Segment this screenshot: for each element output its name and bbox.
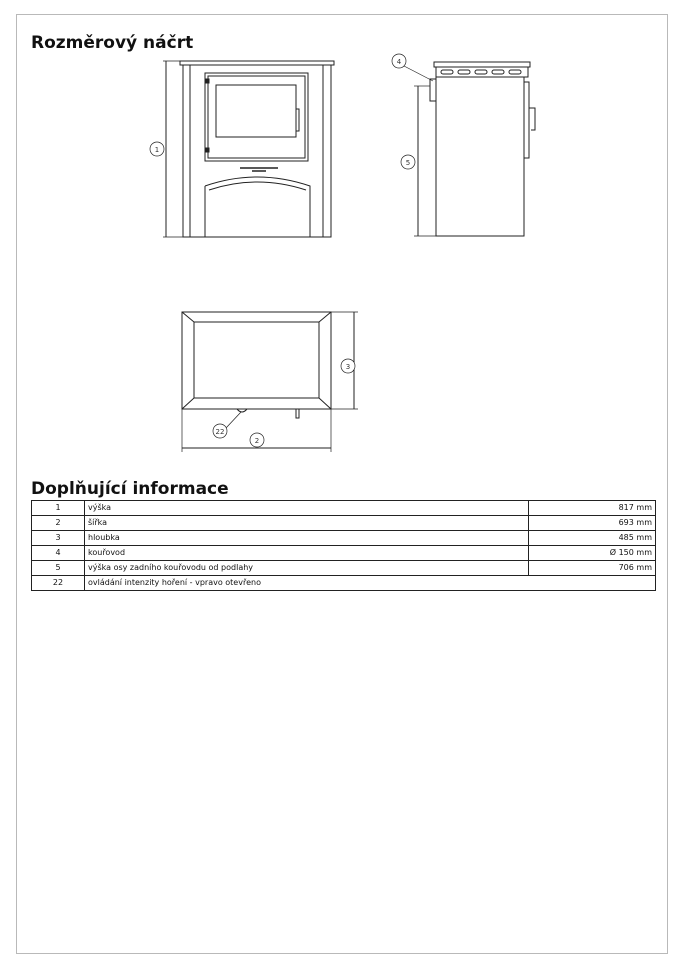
flue-marker: 4 [396,58,402,66]
row-description: šířka [85,516,529,531]
row-number: 2 [32,516,85,531]
row-value: 817 mm [529,501,656,516]
side-view [392,54,535,236]
flue-height-marker: 5 [405,159,411,167]
row-number: 5 [32,561,85,576]
row-number: 22 [32,576,85,591]
row-number: 4 [32,546,85,561]
row-description: hloubka [85,531,529,546]
row-value: Ø 150 mm [529,546,656,561]
table-row [32,561,656,576]
row-description: výška [85,501,529,516]
dimension-sketch [0,0,686,470]
info-title: Doplňující informace [31,479,229,499]
row-value: 706 mm [529,561,656,576]
width-marker: 2 [254,437,260,445]
row-description: výška osy zadního kouřovodu od podlahy [85,561,529,576]
table-row [32,531,656,546]
control-marker: 22 [215,428,225,436]
front-view [150,61,334,237]
row-value: 485 mm [529,531,656,546]
table-row [32,546,656,561]
row-number: 3 [32,531,85,546]
info-table [31,500,656,591]
row-description: kouřovod [85,546,529,561]
height-marker: 1 [154,146,160,154]
row-description: ovládání intenzity hoření - vpravo otevřeno [85,576,656,591]
table-row [32,501,656,516]
row-number: 1 [32,501,85,516]
sketch-title: Rozměrový náčrt [31,33,194,53]
top-view [182,312,358,452]
table-row [32,516,656,531]
row-value: 693 mm [529,516,656,531]
table-row [32,576,656,591]
depth-marker: 3 [345,363,351,371]
